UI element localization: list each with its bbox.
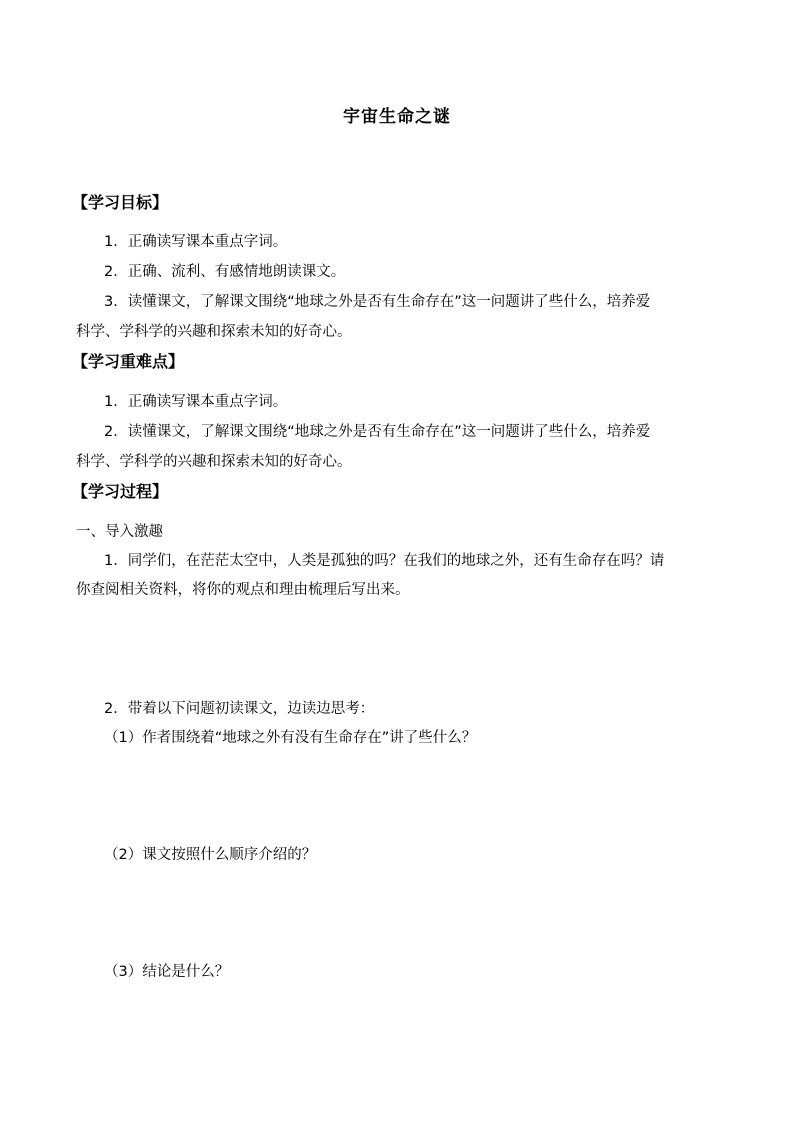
goal-item-3-cont: 科学、学科学的兴趣和探索未知的好奇心。: [76, 324, 352, 340]
key-point-item-1: 1．正确读写课本重点字词。: [104, 394, 288, 410]
key-point-item-2: 2．读懂课文，了解课文围绕“地球之外是否有生命存在”这一问题讲了些什么，培养爱: [104, 424, 651, 440]
section-heading-process: 【学习过程】: [72, 482, 169, 501]
goal-item-2: 2．正确、流利、有感情地朗读课文。: [104, 264, 346, 280]
question-1-line-1: 1．同学们，在茫茫太空中，人类是孤独的吗？在我们的地球之外，还有生命存在吗？请: [104, 553, 665, 569]
page-title: 宇宙生命之谜: [343, 107, 451, 127]
goal-item-3: 3．读懂课文，了解课文围绕“地球之外是否有生命存在”这一问题讲了些什么，培养爱: [104, 294, 651, 310]
sub-question-2: （2）课文按照什么顺序介绍的？: [104, 847, 317, 863]
question-1-line-2: 你查阅相关资料，将你的观点和理由梳理后写出来。: [76, 582, 410, 598]
goal-item-1: 1．正确读写课本重点字词。: [104, 234, 288, 250]
key-point-item-2-cont: 科学、学科学的兴趣和探索未知的好奇心。: [76, 454, 352, 470]
sub-question-3: （3）结论是什么？: [104, 964, 230, 980]
section-heading-key-points: 【学习重难点】: [72, 352, 185, 371]
section-heading-goals: 【学习目标】: [72, 193, 169, 212]
question-2: 2．带着以下问题初读课文，边读边思考：: [104, 701, 375, 717]
sub-question-1: （1）作者围绕着“地球之外有没有生命存在”讲了些什么？: [104, 730, 477, 746]
process-section-1: 一、导入激趣: [76, 524, 163, 540]
